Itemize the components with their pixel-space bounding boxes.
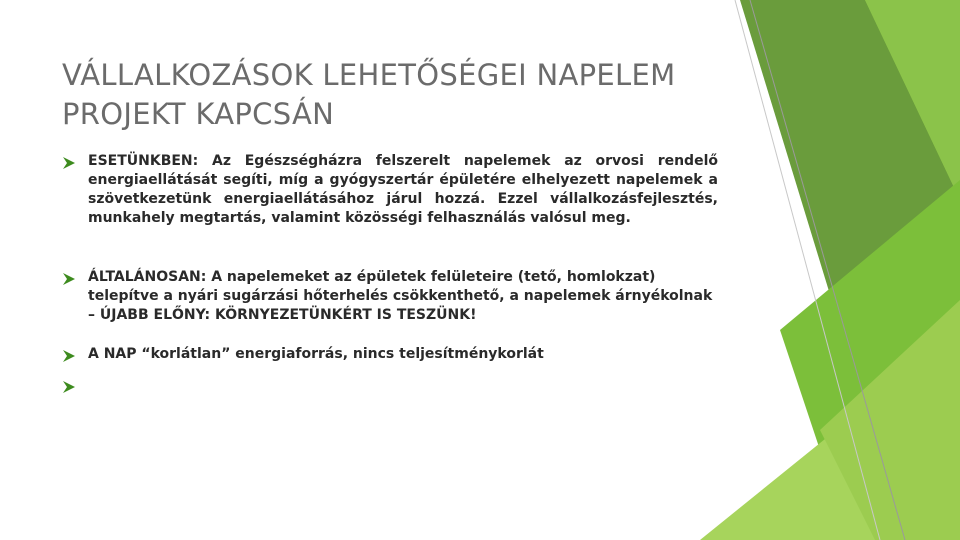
green-diamond-arrow-icon — [62, 272, 76, 286]
green-diamond-arrow-icon — [62, 349, 76, 363]
green-diamond-arrow-icon — [62, 156, 76, 170]
bullet-text: ÁLTALÁNOSAN: A napelemeket az épületek felületeire (tető, homlokzat) telepítve a nyári sugárzási hőterhelés csökkenthető, a napelemek árnyékolnak – ÚJABB ELŐNY: KÖRNYEZETÜNKÉRT IS TESZÜNK! — [88, 269, 713, 323]
bullet-text: A NAP “korlátlan” energiaforrás, nincs teljesítménykorlát — [88, 346, 544, 362]
slide-title: VÁLLALKOZÁSOK LEHETŐSÉGEI NAPELEM PROJEKT KAPCSÁN — [62, 58, 676, 131]
bullet-text: ESETÜNKBEN: Az Egészségházra felszerelt napelemek az orvosi rendelő energiaellátását segíti, míg a gyógyszertár épületére elhelyezett napelemek a szövetkezetünk energiaellátásához járul hozzá. Ezzel vállalkozásfejlesztés, munkahely megtartás, valamint közösségi felhasználás valósul meg. — [88, 153, 718, 226]
green-diamond-arrow-icon — [62, 380, 76, 394]
